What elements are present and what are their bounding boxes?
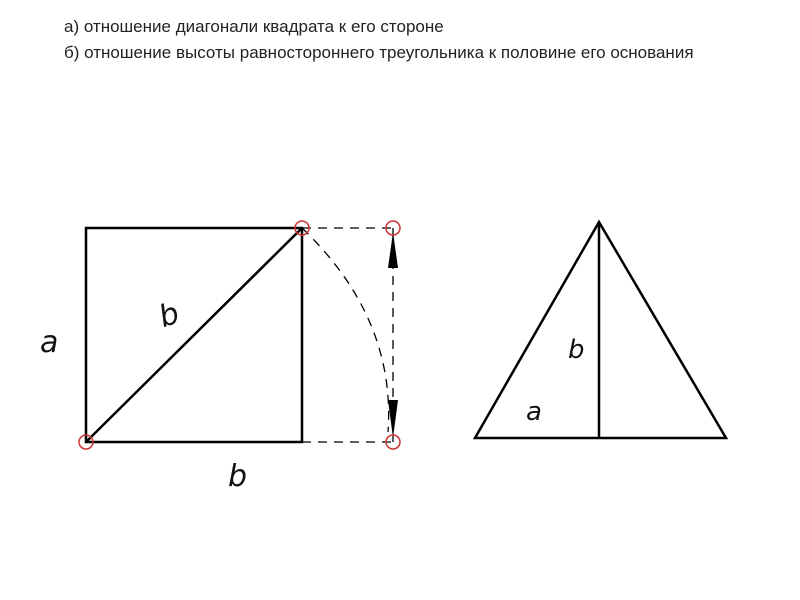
- construction-lines: [302, 228, 393, 442]
- equilateral-triangle: [475, 222, 726, 438]
- label-triangle-height: b: [568, 335, 586, 365]
- label-square-side: a: [40, 325, 60, 360]
- square-figure: [86, 228, 302, 442]
- label-triangle-half-side: a: [526, 397, 543, 427]
- dimension-arrows: [388, 232, 398, 438]
- caption-line-a: а) отношение диагонали квадрата к его стороне: [64, 17, 444, 36]
- caption-line-b: б) отношение высоты равностороннего треугольника к половине его основания: [64, 43, 694, 62]
- dashed-arc: [302, 228, 389, 432]
- arrow-up: [388, 232, 398, 268]
- label-square-bottom: b: [228, 459, 249, 494]
- label-square-diagonal: b: [154, 295, 185, 335]
- point-markers: [79, 221, 400, 449]
- triangle-figure: [475, 222, 726, 438]
- square-diagonal: [86, 228, 302, 442]
- arrow-down: [388, 400, 398, 438]
